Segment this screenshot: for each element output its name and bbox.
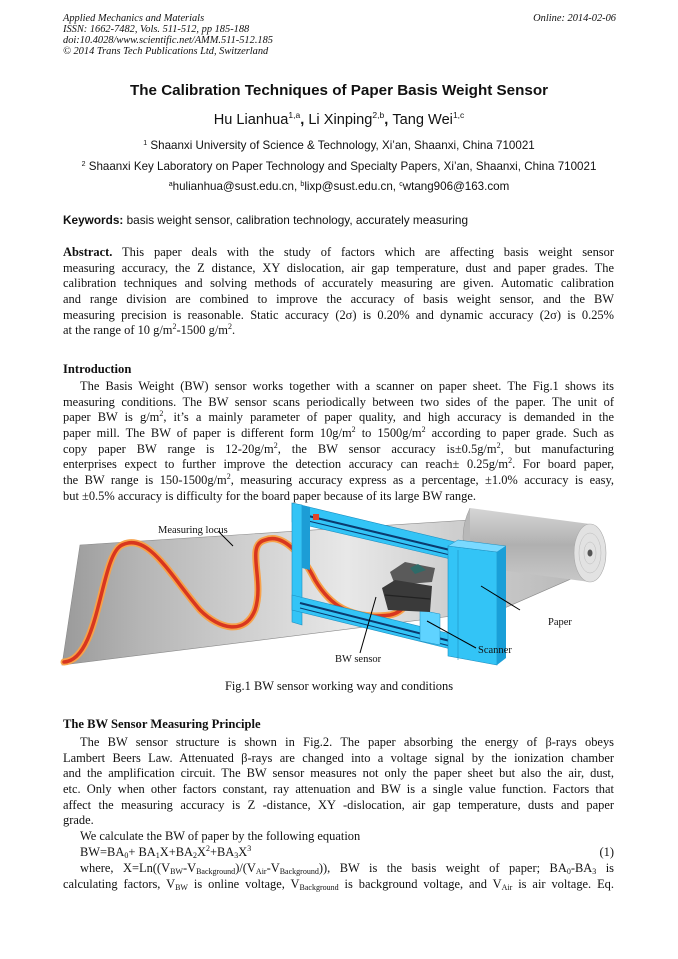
email-link[interactable]: lixp@sust.edu.cn, bbox=[304, 180, 400, 193]
text: , it’s a mainly parameter of paper quality, and high accuracy is demanded in the bbox=[163, 410, 614, 425]
bw-sensor-diagram bbox=[60, 500, 620, 680]
section-heading-bw-principle: The BW Sensor Measuring Principle bbox=[63, 717, 261, 731]
text-line: grade. bbox=[63, 813, 94, 828]
text: , but manufacturing bbox=[500, 441, 615, 456]
text: . bbox=[231, 323, 236, 338]
affil-sup: 2 bbox=[81, 161, 86, 168]
text: according to paper grade. Such as bbox=[425, 425, 614, 440]
affiliation-2 bbox=[0, 160, 678, 173]
abstract-line: measuring precision is reasonable. Static accuracy (2σ) is 0.20% and dynamic accuracy (2σ) is 0.25% bbox=[63, 307, 614, 322]
email-link[interactable]: wtang906@163.com bbox=[402, 180, 510, 193]
text: the BW range is 150-1500g/m bbox=[63, 472, 227, 487]
abstract-line: calibration techniques and solving methods of accurately measuring are given. Automatic calibration bbox=[63, 276, 614, 291]
author-sup: 1,c bbox=[452, 110, 465, 120]
text: . For board paper, bbox=[512, 457, 615, 472]
author-sup: 1,a bbox=[288, 110, 301, 120]
text: The Basis Weight (BW) sensor works together with a scanner on paper sheet. The Fig.1 shows its bbox=[80, 379, 614, 393]
keywords bbox=[63, 213, 468, 227]
text-line: etc. Only when other factors constant, ray attenuation and BW is a single value function. Factors that bbox=[63, 781, 614, 796]
text: paper mill. The BW of paper is different form 10g/m bbox=[63, 425, 352, 440]
superscript: 2 bbox=[351, 424, 356, 434]
email-sup: a bbox=[168, 181, 173, 188]
text-line: calculating factors, $V_{BW}$ is online voltage, $V_{Background}$ is background voltage, and $V_{Air}$ is air voltage. Eq. bbox=[63, 876, 615, 892]
author-name: Hu Lianhua bbox=[213, 112, 289, 128]
text: enterprises expect to further improve the detection accuracy can reach± 0.25g/m bbox=[63, 457, 509, 472]
abstract-line bbox=[63, 245, 614, 261]
abstract-line bbox=[63, 323, 614, 339]
paper-title: The Calibration Techniques of Paper Basis Weight Sensor bbox=[129, 82, 549, 99]
superscript: 2 bbox=[496, 440, 501, 450]
abstract-label: Abstract. bbox=[63, 245, 113, 259]
sup: 2 bbox=[172, 322, 177, 332]
section-heading-introduction: Introduction bbox=[63, 362, 132, 376]
online-date: Online: 2014-02-06 bbox=[533, 13, 616, 24]
text: at the range of 10 g/m bbox=[63, 323, 173, 338]
sup: 2 bbox=[227, 322, 232, 332]
text-line bbox=[63, 426, 614, 442]
affiliation-1 bbox=[0, 139, 678, 152]
doi-line: doi:10.4028/www.scientific.net/AMM.511-512.185 bbox=[63, 35, 273, 46]
text: measuring conditions. The BW sensor scans periodically between two sides of the paper. The unit of bbox=[63, 394, 614, 409]
email-sup: b bbox=[300, 181, 305, 188]
superscript: 2 bbox=[273, 440, 278, 450]
journal-name: Applied Mechanics and Materials bbox=[63, 13, 205, 24]
superscript: 2 bbox=[508, 456, 513, 466]
text: , measuring accuracy express as a percentage, ±1.0% accuracy is easy, bbox=[230, 472, 614, 487]
text-line bbox=[63, 410, 614, 426]
superscript: 2 bbox=[226, 471, 231, 481]
text-line bbox=[63, 379, 614, 395]
equation-intro: We calculate the BW of paper by the following equation bbox=[80, 829, 361, 843]
equation-1 bbox=[80, 845, 614, 860]
label-bw-sensor: BW sensor bbox=[335, 654, 382, 665]
label-measuring-locus: Measuring locus bbox=[158, 525, 228, 536]
author-sup: 2,b bbox=[372, 110, 385, 120]
text-line bbox=[63, 473, 614, 489]
affil-text: Shaanxi Key Laboratory on Paper Technology and Specialty Papers, Xi’an, Shaanxi, China 710021 bbox=[85, 160, 597, 173]
keywords-label: Keywords: bbox=[63, 213, 124, 227]
text: to 1500g/m bbox=[355, 425, 422, 440]
text: paper BW is g/m bbox=[63, 410, 160, 425]
text-line bbox=[63, 442, 614, 458]
text-line: affect the measuring accuracy is Z -distance, XY -dislocation, air gap temperature, dusts and paper bbox=[63, 797, 614, 812]
equation-number: (1) bbox=[599, 845, 614, 859]
text-line bbox=[63, 395, 614, 411]
text-line: Lambert Beers Law. Attenuated β-rays are changed into a voltage signal by the ionization chamber bbox=[63, 750, 614, 765]
email-sup: c bbox=[399, 181, 403, 188]
copyright-line: © 2014 Trans Tech Publications Ltd, Switzerland bbox=[63, 46, 269, 57]
author-list bbox=[0, 112, 678, 128]
author-name: Tang Wei bbox=[392, 112, 453, 128]
label-paper: Paper bbox=[548, 617, 572, 628]
text-line: and the amplification circuit. The BW sensor measures not only the paper sheet but also the air, dust, bbox=[63, 766, 614, 781]
text: copy paper BW range is 12-20g/m bbox=[63, 441, 274, 456]
abstract-line: measuring accuracy, the Z distance, XY dislocation, air gap temperature, dust and paper grades. The bbox=[63, 260, 614, 275]
affil-text: Shaanxi University of Science & Technology, Xi’an, Shaanxi, China 710021 bbox=[147, 139, 535, 152]
text: , the BW sensor accuracy is±0.5g/m bbox=[277, 441, 497, 456]
equation-body: $BW=BA_0+ BA_1X+BA_2X^2+BA_3X^3$ bbox=[80, 844, 252, 860]
issn-line: ISSN: 1662-7482, Vols. 511-512, pp 185-188 bbox=[63, 24, 250, 35]
superscript: 2 bbox=[421, 424, 426, 434]
author-sep: , bbox=[300, 112, 309, 128]
journal-header bbox=[63, 13, 273, 57]
superscript: 2 bbox=[159, 409, 164, 419]
keywords-text: basis weight sensor, calibration technology, accurately measuring bbox=[123, 213, 469, 227]
author-sep: , bbox=[384, 112, 393, 128]
abstract-text: This paper deals with the study of factors which are affecting basis weight sensor bbox=[112, 245, 614, 259]
abstract bbox=[63, 245, 614, 339]
text-line bbox=[63, 457, 614, 473]
text-line: where, $X=Ln((V_{BW}-V_{Background})/(V_{Air}-V_{Background}))$, BW is the basis weight of paper; $BA_0-BA_3$ is bbox=[80, 861, 615, 876]
email-link[interactable]: hulianhua@sust.edu.cn, bbox=[172, 180, 301, 193]
where-paragraph bbox=[63, 861, 614, 892]
label-scanner: Scanner bbox=[478, 645, 512, 656]
text: but ±0.5% accuracy is difficulty for the board paper because of its large BW range. bbox=[63, 488, 476, 503]
text: -1500 g/m bbox=[176, 323, 228, 338]
bw-principle-paragraph bbox=[63, 735, 614, 829]
author-emails bbox=[0, 180, 678, 193]
affil-sup: 1 bbox=[143, 140, 148, 147]
abstract-line: and range division are combined to improve the accuracy of basis weight sensor, and the BW bbox=[63, 291, 614, 306]
text-line: The BW sensor structure is shown in Fig.2. The paper absorbing the energy of β-rays obeys bbox=[80, 735, 614, 749]
introduction-paragraph bbox=[63, 379, 614, 504]
author-name: Li Xinping bbox=[308, 112, 373, 128]
figure-1-caption: Fig.1 BW sensor working way and conditions bbox=[224, 679, 454, 693]
figure-1 bbox=[60, 500, 620, 680]
